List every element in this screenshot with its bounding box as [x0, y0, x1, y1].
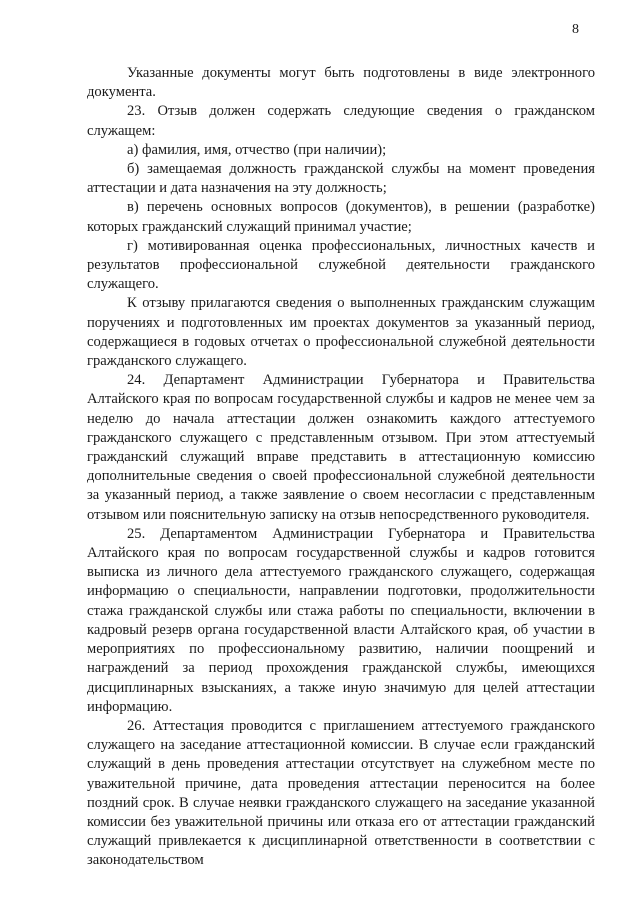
list-item-b: б) замещаемая должность гражданской службы на момент проведения аттестации и дата назначения на эту должность; [87, 161, 595, 197]
list-item-v: в) перечень основных вопросов (документов), в решении (разработке) которых гражданский служащий принимал участие; [87, 199, 595, 235]
paragraph-25: 25. Департаментом Администрации Губернатора и Правительства Алтайского края по вопросам государственной службы и кадров готовится выписка из личного дела аттестуемого гражданского служащего, содержащая информацию о специальности, направлении подготовки, продолжительности стажа гражданской службы или стажа работы по специальности, включении в кадровый резерв органа государственной власти Алтайского края, об участии в мероприятиях по профессиональному развитию, наличии поощрений и награждений за период прохождения гражданской службы, имеющихся дисциплинарных взысканиях, а также иную значимую для целей аттестации информацию. [87, 525, 595, 715]
paragraph-23-intro: 23. Отзыв должен содержать следующие сведения о гражданском служащем: [87, 103, 595, 139]
document-body [87, 64, 595, 871]
paragraph-26: 26. Аттестация проводится с приглашением аттестуемого гражданского служащего на заседание аттестационной комиссии. В случае если гражданский служащий в день проведения аттестации отсутствует на служебном месте по уважительной причине, дата проведения аттестации переносится на более поздний срок. В случае неявки гражданского служащего на заседание указанной комиссии без уважительной причины или отказа его от аттестации гражданский служащий привлекается к дисциплинарной ответственности в соответствии с законодательством [87, 717, 595, 869]
paragraph-attachments: К отзыву прилагаются сведения о выполненных гражданским служащим поручениях и подготовленных им проектах документов за указанный период, содержащиеся в годовых отчетах о профессиональной служебной деятельности гражданского служащего. [87, 295, 595, 370]
list-item-g: г) мотивированная оценка профессиональных, личностных качеств и результатов профессиональной служебной деятельности гражданского служащего. [87, 237, 595, 293]
paragraph-24: 24. Департамент Администрации Губернатора и Правительства Алтайского края по вопросам государственной службы и кадров не менее чем за неделю до начала аттестации должен ознакомить каждого аттестуемого гражданского служащего с представленным отзывом. При этом аттестуемый гражданский служащий вправе представить в аттестационную комиссию дополнительные сведения о своей профессиональной служебной деятельности за указанный период, а также заявление о своем несогласии с представленным отзывом или пояснительную записку на отзыв непосредственного руководителя. [87, 372, 595, 523]
page-number: 8 [572, 22, 579, 37]
paragraph-documents-electronic: Указанные документы могут быть подготовлены в виде электронного документа. [87, 65, 595, 101]
list-item-a: а) фамилия, имя, отчество (при наличии); [127, 141, 387, 158]
